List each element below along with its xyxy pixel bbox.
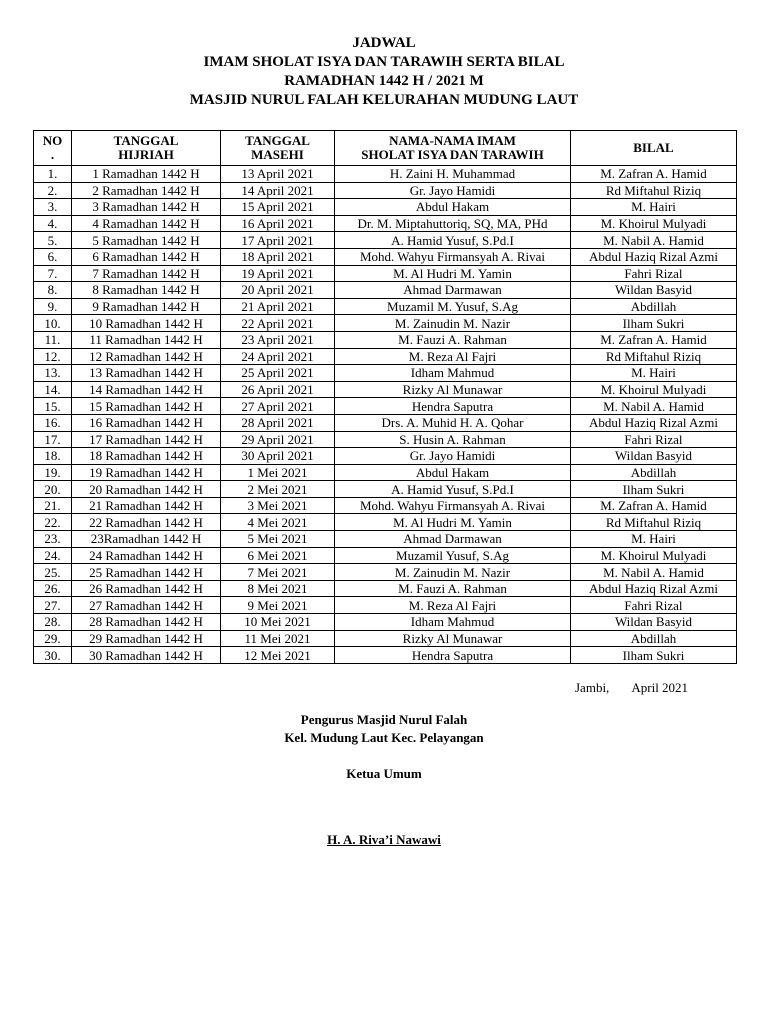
table-row	[34, 365, 737, 382]
cell-hijri: 8 Ramadhan 1442 H	[72, 282, 221, 299]
cell-bilal: Fahri Rizal	[571, 597, 737, 614]
cell-imam: S. Husin A. Rahman	[335, 431, 571, 448]
header-no: NO .	[34, 131, 72, 166]
cell-imam: Gr. Jayo Hamidi	[335, 182, 571, 199]
cell-masehi: 8 Mei 2021	[221, 580, 335, 597]
cell-bilal: M. Zafran A. Hamid	[571, 497, 737, 514]
cell-bilal: Abdul Haziq Rizal Azmi	[571, 580, 737, 597]
table-row	[34, 514, 737, 531]
cell-masehi: 29 April 2021	[221, 431, 335, 448]
cell-hijri: 14 Ramadhan 1442 H	[72, 381, 221, 398]
cell-hijri: 22 Ramadhan 1442 H	[72, 514, 221, 531]
cell-no: 21.	[34, 497, 72, 514]
cell-masehi: 30 April 2021	[221, 448, 335, 465]
cell-no: 7.	[34, 265, 72, 282]
cell-no: 15.	[34, 398, 72, 415]
signature-block	[0, 711, 768, 849]
table-row	[34, 248, 737, 265]
cell-imam: Rizky Al Munawar	[335, 381, 571, 398]
cell-no: 5.	[34, 232, 72, 249]
cell-masehi: 26 April 2021	[221, 381, 335, 398]
cell-masehi: 1 Mei 2021	[221, 464, 335, 481]
cell-hijri: 25 Ramadhan 1442 H	[72, 564, 221, 581]
cell-hijri: 24 Ramadhan 1442 H	[72, 547, 221, 564]
cell-masehi: 21 April 2021	[221, 298, 335, 315]
cell-imam: Abdul Hakam	[335, 199, 571, 216]
cell-imam: H. Zaini H. Muhammad	[335, 166, 571, 183]
table-row	[34, 630, 737, 647]
cell-hijri: 6 Ramadhan 1442 H	[72, 248, 221, 265]
table-row	[34, 265, 737, 282]
cell-no: 9.	[34, 298, 72, 315]
cell-imam: Mohd. Wahyu Firmansyah A. Rivai	[335, 497, 571, 514]
cell-hijri: 11 Ramadhan 1442 H	[72, 331, 221, 348]
table-row	[34, 547, 737, 564]
cell-hijri: 7 Ramadhan 1442 H	[72, 265, 221, 282]
signatory-role: Ketua Umum	[346, 766, 422, 781]
cell-no: 19.	[34, 464, 72, 481]
place-date	[575, 680, 688, 696]
cell-hijri: 9 Ramadhan 1442 H	[72, 298, 221, 315]
cell-imam: Ahmad Darmawan	[335, 531, 571, 548]
cell-masehi: 18 April 2021	[221, 248, 335, 265]
table-row	[34, 614, 737, 631]
cell-imam: Muzamil M. Yusuf, S.Ag	[335, 298, 571, 315]
signatory-name: H. A. Riva’i Nawawi	[327, 832, 441, 847]
cell-no: 14.	[34, 381, 72, 398]
cell-masehi: 22 April 2021	[221, 315, 335, 332]
cell-no: 30.	[34, 647, 72, 664]
table-row	[34, 381, 737, 398]
cell-hijri: 2 Ramadhan 1442 H	[72, 182, 221, 199]
table-row	[34, 531, 737, 548]
cell-hijri: 1 Ramadhan 1442 H	[72, 166, 221, 183]
table-row	[34, 315, 737, 332]
cell-masehi: 23 April 2021	[221, 331, 335, 348]
org-line-1: Pengurus Masjid Nurul Falah	[300, 712, 468, 727]
cell-bilal: Fahri Rizal	[571, 431, 737, 448]
title-line-4: MASJID NURUL FALAH KELURAHAN MUDUNG LAUT	[189, 92, 579, 108]
cell-bilal: Rd Miftahul Riziq	[571, 348, 737, 365]
cell-imam: Idham Mahmud	[335, 614, 571, 631]
table-row	[34, 331, 737, 348]
cell-imam: Gr. Jayo Hamidi	[335, 448, 571, 465]
cell-no: 3.	[34, 199, 72, 216]
header-hijri-date: TANGGAL HIJRIAH	[72, 131, 221, 166]
cell-hijri: 12 Ramadhan 1442 H	[72, 348, 221, 365]
cell-bilal: M. Nabil A. Hamid	[571, 398, 737, 415]
cell-hijri: 10 Ramadhan 1442 H	[72, 315, 221, 332]
cell-bilal: Wildan Basyid	[571, 282, 737, 299]
cell-imam: A. Hamid Yusuf, S.Pd.I	[335, 481, 571, 498]
cell-no: 24.	[34, 547, 72, 564]
cell-masehi: 9 Mei 2021	[221, 597, 335, 614]
cell-imam: Mohd. Wahyu Firmansyah A. Rivai	[335, 248, 571, 265]
title-line-2: IMAM SHOLAT ISYA DAN TARAWIH SERTA BILAL	[203, 54, 565, 70]
cell-no: 4.	[34, 215, 72, 232]
cell-masehi: 11 Mei 2021	[221, 630, 335, 647]
cell-hijri: 21 Ramadhan 1442 H	[72, 497, 221, 514]
table-row	[34, 431, 737, 448]
cell-hijri: 27 Ramadhan 1442 H	[72, 597, 221, 614]
cell-no: 6.	[34, 248, 72, 265]
table-row	[34, 232, 737, 249]
cell-hijri: 30 Ramadhan 1442 H	[72, 647, 221, 664]
cell-hijri: 13 Ramadhan 1442 H	[72, 365, 221, 382]
cell-bilal: M. Khoirul Mulyadi	[571, 381, 737, 398]
cell-bilal: Abdul Haziq Rizal Azmi	[571, 414, 737, 431]
cell-imam: Dr. M. Miptahuttoriq, SQ, MA, PHd	[335, 215, 571, 232]
cell-no: 23.	[34, 531, 72, 548]
cell-hijri: 17 Ramadhan 1442 H	[72, 431, 221, 448]
cell-masehi: 27 April 2021	[221, 398, 335, 415]
table-row	[34, 564, 737, 581]
cell-no: 25.	[34, 564, 72, 581]
cell-masehi: 16 April 2021	[221, 215, 335, 232]
cell-imam: Muzamil Yusuf, S.Ag	[335, 547, 571, 564]
table-row	[34, 215, 737, 232]
cell-hijri: 18 Ramadhan 1442 H	[72, 448, 221, 465]
schedule-table	[33, 130, 737, 664]
table-row	[34, 497, 737, 514]
date: April 2021	[631, 680, 689, 695]
schedule-body	[34, 166, 737, 664]
cell-bilal: M. Khoirul Mulyadi	[571, 547, 737, 564]
header-masehi-date: TANGGAL MASEHI	[221, 131, 335, 166]
cell-masehi: 3 Mei 2021	[221, 497, 335, 514]
cell-bilal: M. Hairi	[571, 531, 737, 548]
cell-imam: A. Hamid Yusuf, S.Pd.I	[335, 232, 571, 249]
cell-imam: M. Zainudin M. Nazir	[335, 315, 571, 332]
table-row	[34, 166, 737, 183]
cell-masehi: 7 Mei 2021	[221, 564, 335, 581]
cell-no: 26.	[34, 580, 72, 597]
cell-no: 22.	[34, 514, 72, 531]
cell-no: 27.	[34, 597, 72, 614]
cell-imam: Idham Mahmud	[335, 365, 571, 382]
cell-no: 13.	[34, 365, 72, 382]
cell-no: 18.	[34, 448, 72, 465]
table-row	[34, 580, 737, 597]
cell-masehi: 10 Mei 2021	[221, 614, 335, 631]
cell-no: 17.	[34, 431, 72, 448]
cell-no: 11.	[34, 331, 72, 348]
table-row	[34, 647, 737, 664]
table-row	[34, 448, 737, 465]
cell-no: 2.	[34, 182, 72, 199]
cell-hijri: 23Ramadhan 1442 H	[72, 531, 221, 548]
cell-masehi: 17 April 2021	[221, 232, 335, 249]
cell-imam: M. Fauzi A. Rahman	[335, 331, 571, 348]
cell-hijri: 5 Ramadhan 1442 H	[72, 232, 221, 249]
cell-imam: M. Fauzi A. Rahman	[335, 580, 571, 597]
table-row	[34, 414, 737, 431]
cell-hijri: 28 Ramadhan 1442 H	[72, 614, 221, 631]
cell-hijri: 4 Ramadhan 1442 H	[72, 215, 221, 232]
cell-imam: Hendra Saputra	[335, 398, 571, 415]
cell-bilal: M. Hairi	[571, 199, 737, 216]
cell-masehi: 12 Mei 2021	[221, 647, 335, 664]
cell-masehi: 25 April 2021	[221, 365, 335, 382]
cell-no: 20.	[34, 481, 72, 498]
cell-masehi: 5 Mei 2021	[221, 531, 335, 548]
cell-bilal: Fahri Rizal	[571, 265, 737, 282]
cell-imam: Ahmad Darmawan	[335, 282, 571, 299]
cell-hijri: 29 Ramadhan 1442 H	[72, 630, 221, 647]
cell-masehi: 28 April 2021	[221, 414, 335, 431]
cell-hijri: 19 Ramadhan 1442 H	[72, 464, 221, 481]
cell-hijri: 15 Ramadhan 1442 H	[72, 398, 221, 415]
table-row	[34, 481, 737, 498]
table-header-row	[34, 131, 737, 166]
cell-imam: M. Reza Al Fajri	[335, 597, 571, 614]
cell-masehi: 20 April 2021	[221, 282, 335, 299]
header-bilal: BILAL	[571, 131, 737, 166]
cell-bilal: Ilham Sukri	[571, 315, 737, 332]
cell-masehi: 2 Mei 2021	[221, 481, 335, 498]
cell-bilal: M. Zafran A. Hamid	[571, 166, 737, 183]
cell-bilal: Abdillah	[571, 298, 737, 315]
cell-hijri: 3 Ramadhan 1442 H	[72, 199, 221, 216]
cell-no: 10.	[34, 315, 72, 332]
cell-no: 16.	[34, 414, 72, 431]
cell-no: 1.	[34, 166, 72, 183]
title-line-1: JADWAL	[352, 35, 416, 51]
cell-imam: Rizky Al Munawar	[335, 630, 571, 647]
table-row	[34, 398, 737, 415]
cell-bilal: Abdillah	[571, 464, 737, 481]
cell-hijri: 20 Ramadhan 1442 H	[72, 481, 221, 498]
cell-no: 12.	[34, 348, 72, 365]
cell-bilal: Ilham Sukri	[571, 481, 737, 498]
cell-bilal: Abdul Haziq Rizal Azmi	[571, 248, 737, 265]
document-title	[0, 34, 768, 110]
cell-hijri: 16 Ramadhan 1442 H	[72, 414, 221, 431]
cell-bilal: Wildan Basyid	[571, 614, 737, 631]
cell-bilal: M. Nabil A. Hamid	[571, 564, 737, 581]
cell-no: 29.	[34, 630, 72, 647]
org-line-2: Kel. Mudung Laut Kec. Pelayangan	[284, 730, 484, 745]
cell-imam: Drs. A. Muhid H. A. Qohar	[335, 414, 571, 431]
cell-bilal: Rd Miftahul Riziq	[571, 182, 737, 199]
table-row	[34, 298, 737, 315]
cell-masehi: 24 April 2021	[221, 348, 335, 365]
cell-masehi: 6 Mei 2021	[221, 547, 335, 564]
cell-bilal: Wildan Basyid	[571, 448, 737, 465]
cell-bilal: M. Zafran A. Hamid	[571, 331, 737, 348]
cell-bilal: Ilham Sukri	[571, 647, 737, 664]
cell-imam: M. Reza Al Fajri	[335, 348, 571, 365]
cell-masehi: 13 April 2021	[221, 166, 335, 183]
table-row	[34, 282, 737, 299]
cell-masehi: 4 Mei 2021	[221, 514, 335, 531]
cell-bilal: M. Nabil A. Hamid	[571, 232, 737, 249]
cell-bilal: Rd Miftahul Riziq	[571, 514, 737, 531]
table-row	[34, 182, 737, 199]
cell-bilal: Abdillah	[571, 630, 737, 647]
cell-imam: Abdul Hakam	[335, 464, 571, 481]
table-row	[34, 199, 737, 216]
cell-imam: M. Al Hudri M. Yamin	[335, 514, 571, 531]
cell-masehi: 14 April 2021	[221, 182, 335, 199]
title-line-3: RAMADHAN 1442 H / 2021 M	[284, 73, 484, 89]
table-row	[34, 597, 737, 614]
cell-no: 8.	[34, 282, 72, 299]
cell-imam: Hendra Saputra	[335, 647, 571, 664]
cell-hijri: 26 Ramadhan 1442 H	[72, 580, 221, 597]
header-imam-names: NAMA-NAMA IMAM SHOLAT ISYA DAN TARAWIH	[335, 131, 571, 166]
table-row	[34, 464, 737, 481]
cell-bilal: M. Hairi	[571, 365, 737, 382]
place: Jambi,	[575, 680, 610, 695]
table-row	[34, 348, 737, 365]
cell-no: 28.	[34, 614, 72, 631]
cell-bilal: M. Khoirul Mulyadi	[571, 215, 737, 232]
cell-imam: M. Al Hudri M. Yamin	[335, 265, 571, 282]
cell-masehi: 15 April 2021	[221, 199, 335, 216]
cell-masehi: 19 April 2021	[221, 265, 335, 282]
cell-imam: M. Zainudin M. Nazir	[335, 564, 571, 581]
